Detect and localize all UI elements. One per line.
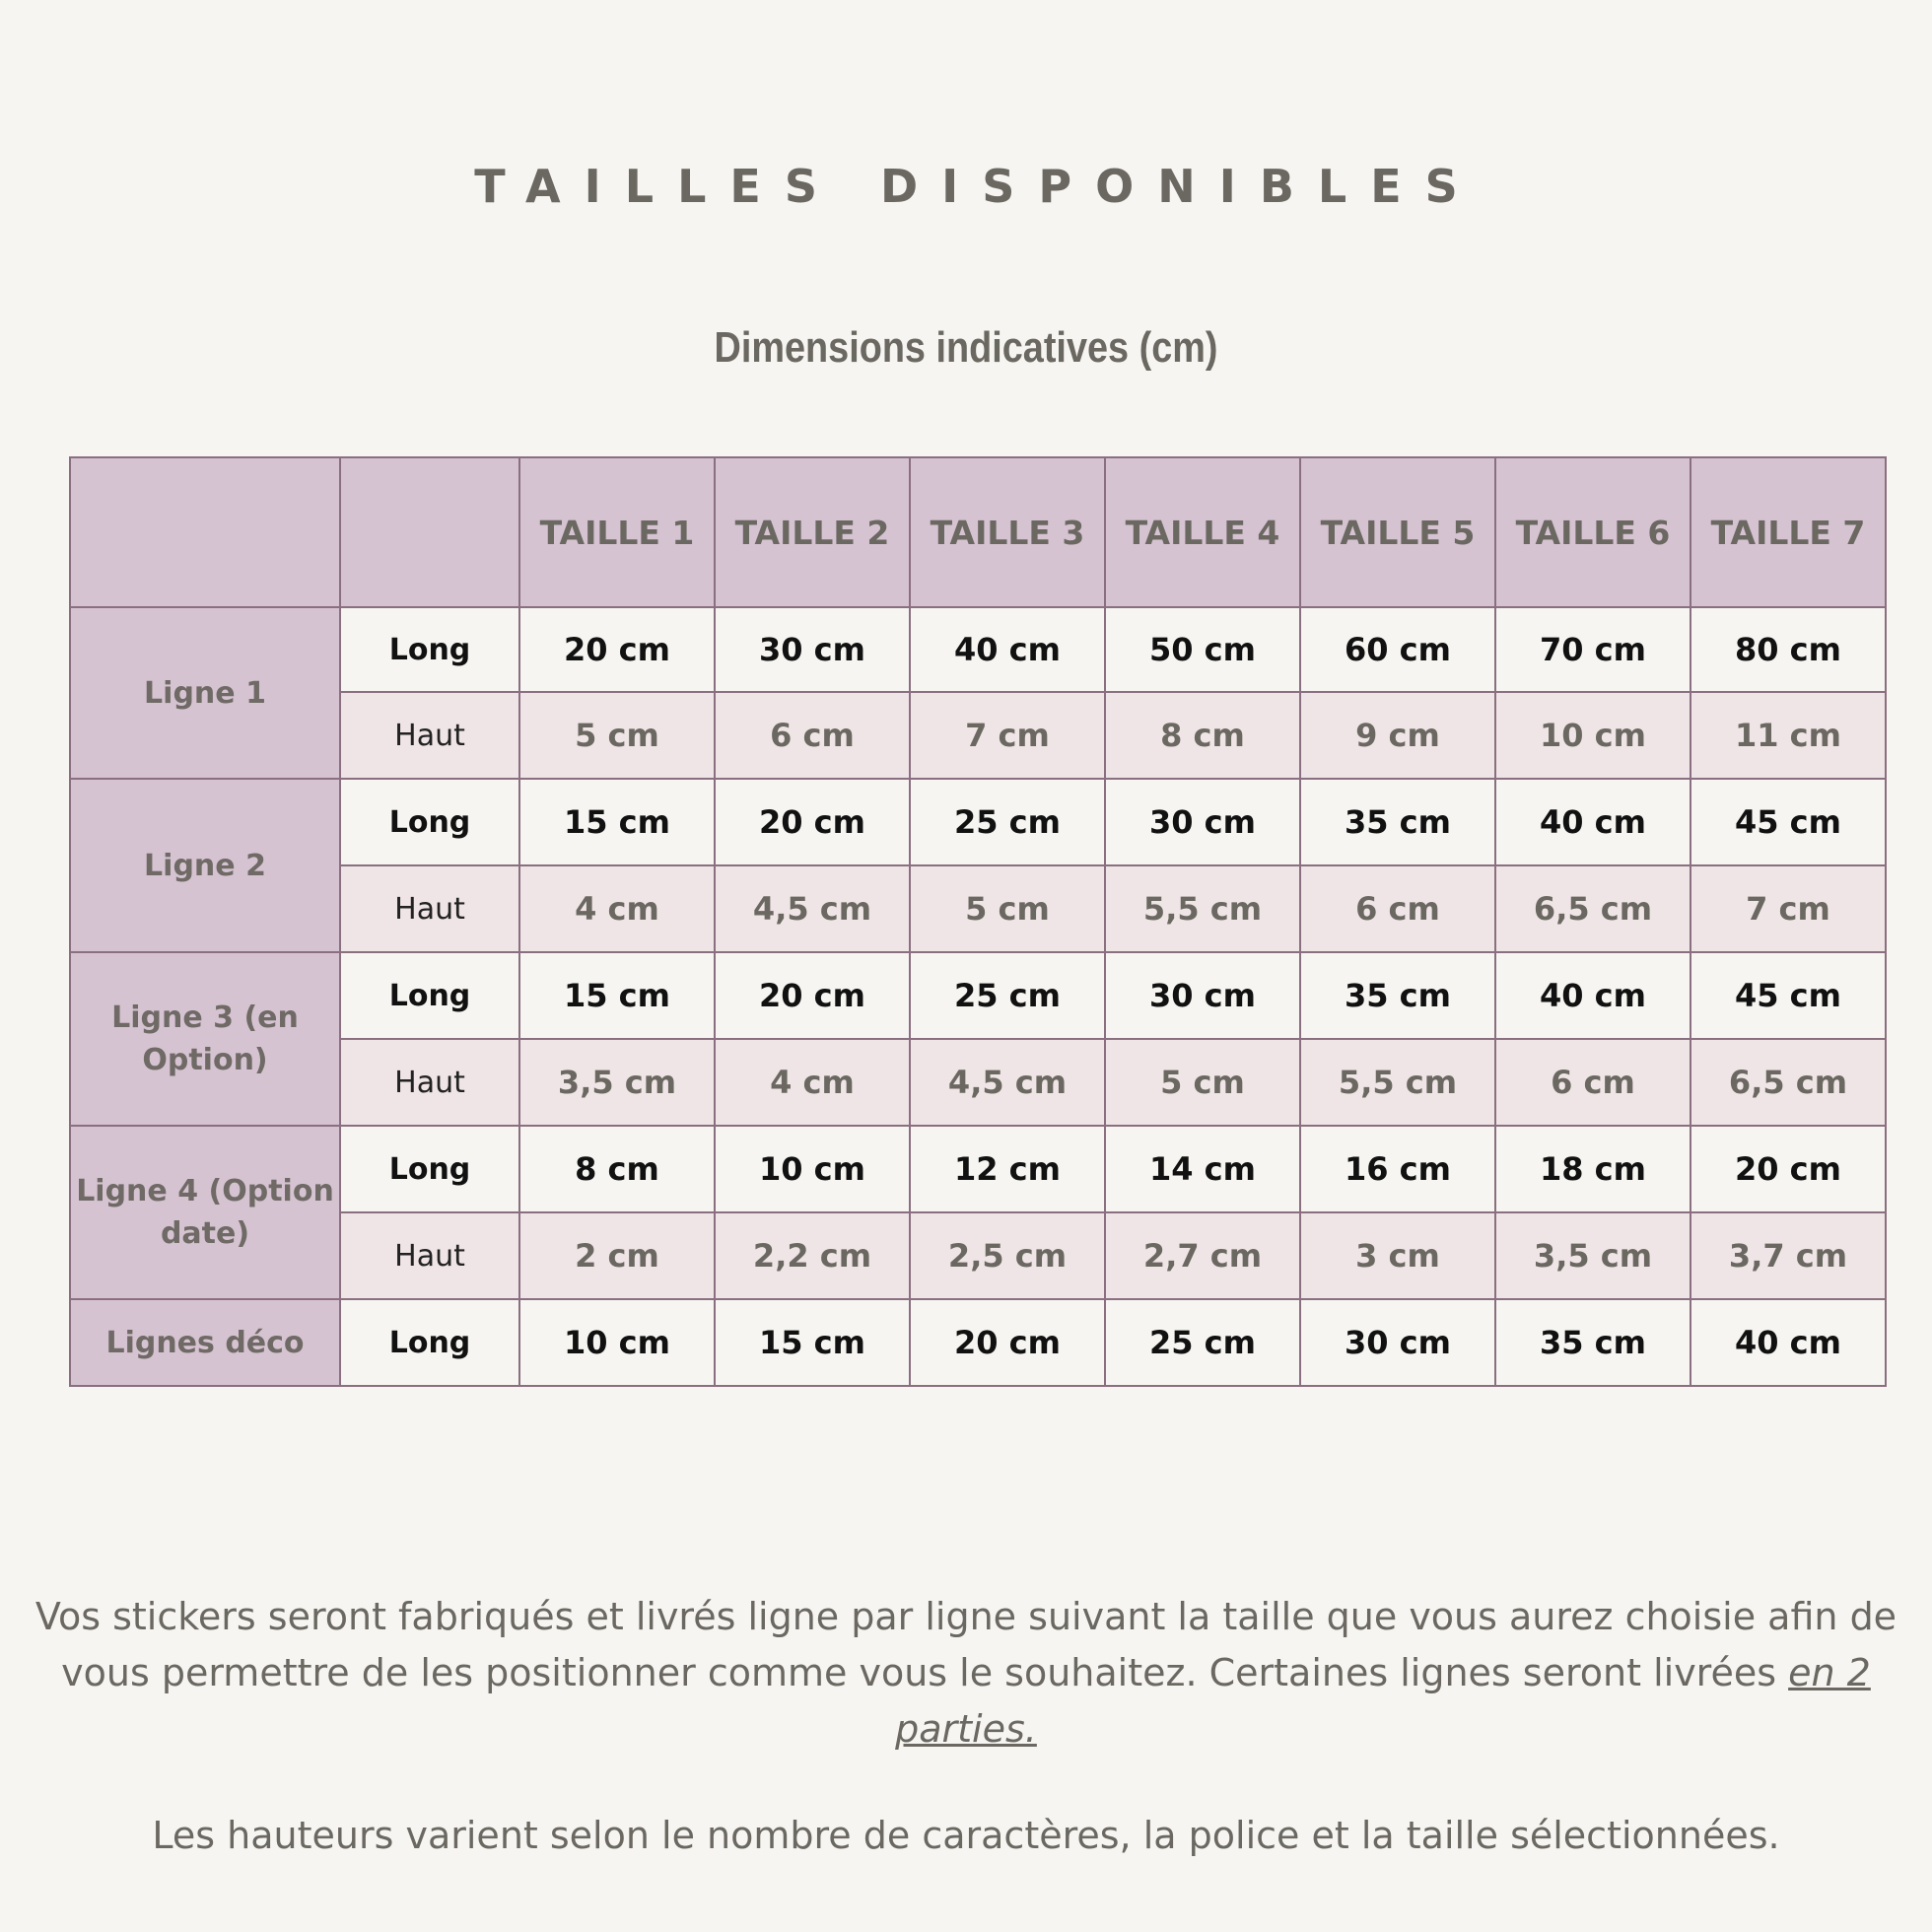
table-row xyxy=(70,1212,1886,1299)
size-value-cell: 2 cm xyxy=(519,1212,715,1299)
table-row xyxy=(70,1299,1886,1386)
header-taille-3: TAILLE 3 xyxy=(910,457,1105,607)
size-value-cell: 9 cm xyxy=(1300,692,1495,779)
size-value-cell: 18 cm xyxy=(1495,1126,1690,1212)
delivery-note-line-2-text: vous permettre de les positionner comme vous le souhaitez. Certaines lignes seront livrées xyxy=(61,1651,1789,1694)
size-value-cell: 40 cm xyxy=(910,607,1105,692)
size-value-cell: 40 cm xyxy=(1495,779,1690,865)
size-value-cell: 45 cm xyxy=(1690,952,1886,1039)
size-value-cell: 10 cm xyxy=(519,1299,715,1386)
header-empty-group xyxy=(70,457,340,607)
size-value-cell: 8 cm xyxy=(519,1126,715,1212)
delivery-note-line-1: Vos stickers seront fabriqués et livrés ligne par ligne suivant la taille que vous aurez choisie afin de xyxy=(34,1595,1898,1638)
size-value-cell: 3,5 cm xyxy=(519,1039,715,1126)
size-value-cell: 12 cm xyxy=(910,1126,1105,1212)
size-value-cell: 50 cm xyxy=(1105,607,1300,692)
row-group-label: Lignes déco xyxy=(70,1299,340,1386)
size-value-cell: 8 cm xyxy=(1105,692,1300,779)
delivery-note-emphasis-2: parties. xyxy=(895,1707,1037,1751)
metric-label: Long xyxy=(340,952,519,1039)
size-value-cell: 25 cm xyxy=(910,952,1105,1039)
size-value-cell: 16 cm xyxy=(1300,1126,1495,1212)
size-value-cell: 30 cm xyxy=(1300,1299,1495,1386)
size-value-cell: 4,5 cm xyxy=(910,1039,1105,1126)
header-taille-2: TAILLE 2 xyxy=(715,457,910,607)
metric-label: Haut xyxy=(340,1212,519,1299)
header-taille-7: TAILLE 7 xyxy=(1690,457,1886,607)
size-value-cell: 14 cm xyxy=(1105,1126,1300,1212)
size-value-cell: 7 cm xyxy=(1690,865,1886,952)
size-value-cell: 20 cm xyxy=(519,607,715,692)
size-value-cell: 6,5 cm xyxy=(1495,865,1690,952)
size-value-cell: 5,5 cm xyxy=(1300,1039,1495,1126)
size-value-cell: 40 cm xyxy=(1495,952,1690,1039)
metric-label: Long xyxy=(340,1299,519,1386)
size-value-cell: 35 cm xyxy=(1300,779,1495,865)
size-value-cell: 6 cm xyxy=(1300,865,1495,952)
size-value-cell: 20 cm xyxy=(910,1299,1105,1386)
size-value-cell: 30 cm xyxy=(715,607,910,692)
size-value-cell: 5 cm xyxy=(910,865,1105,952)
size-value-cell: 15 cm xyxy=(715,1299,910,1386)
delivery-note-emphasis-1: en 2 xyxy=(1788,1651,1871,1694)
size-value-cell: 6 cm xyxy=(715,692,910,779)
table-row xyxy=(70,1039,1886,1126)
size-value-cell: 6 cm xyxy=(1495,1039,1690,1126)
size-value-cell: 2,2 cm xyxy=(715,1212,910,1299)
size-value-cell: 30 cm xyxy=(1105,952,1300,1039)
page-title: TAILLES DISPONIBLES xyxy=(474,160,1482,213)
table-row xyxy=(70,607,1886,692)
size-value-cell: 25 cm xyxy=(1105,1299,1300,1386)
size-value-cell: 20 cm xyxy=(715,952,910,1039)
metric-label: Haut xyxy=(340,692,519,779)
metric-label: Long xyxy=(340,607,519,692)
header-taille-5: TAILLE 5 xyxy=(1300,457,1495,607)
size-table xyxy=(69,456,1887,1387)
size-value-cell: 15 cm xyxy=(519,779,715,865)
table-header-row xyxy=(70,457,1886,607)
size-value-cell: 11 cm xyxy=(1690,692,1886,779)
size-value-cell: 7 cm xyxy=(910,692,1105,779)
size-value-cell: 3,5 cm xyxy=(1495,1212,1690,1299)
table-row xyxy=(70,865,1886,952)
header-taille-4: TAILLE 4 xyxy=(1105,457,1300,607)
size-value-cell: 3,7 cm xyxy=(1690,1212,1886,1299)
size-value-cell: 10 cm xyxy=(1495,692,1690,779)
size-value-cell: 10 cm xyxy=(715,1126,910,1212)
size-value-cell: 45 cm xyxy=(1690,779,1886,865)
size-value-cell: 6,5 cm xyxy=(1690,1039,1886,1126)
row-group-label: Ligne 3 (en Option) xyxy=(70,952,340,1126)
height-note: Les hauteurs varient selon le nombre de caractères, la police et la taille sélectionnées. xyxy=(152,1814,1780,1857)
size-value-cell: 15 cm xyxy=(519,952,715,1039)
size-value-cell: 30 cm xyxy=(1105,779,1300,865)
size-value-cell: 5,5 cm xyxy=(1105,865,1300,952)
header-empty-metric xyxy=(340,457,519,607)
size-value-cell: 2,7 cm xyxy=(1105,1212,1300,1299)
metric-label: Long xyxy=(340,779,519,865)
size-value-cell: 4,5 cm xyxy=(715,865,910,952)
row-group-label: Ligne 4 (Option date) xyxy=(70,1126,340,1299)
size-value-cell: 20 cm xyxy=(715,779,910,865)
size-value-cell: 40 cm xyxy=(1690,1299,1886,1386)
size-value-cell: 4 cm xyxy=(519,865,715,952)
size-value-cell: 35 cm xyxy=(1495,1299,1690,1386)
size-value-cell: 3 cm xyxy=(1300,1212,1495,1299)
metric-label: Haut xyxy=(340,1039,519,1126)
header-taille-6: TAILLE 6 xyxy=(1495,457,1690,607)
metric-label: Long xyxy=(340,1126,519,1212)
table-row xyxy=(70,692,1886,779)
size-value-cell: 4 cm xyxy=(715,1039,910,1126)
delivery-note-line-3 xyxy=(0,1701,1932,1758)
size-value-cell: 2,5 cm xyxy=(910,1212,1105,1299)
header-taille-1: TAILLE 1 xyxy=(519,457,715,607)
size-value-cell: 25 cm xyxy=(910,779,1105,865)
delivery-note xyxy=(0,1589,1932,1758)
size-value-cell: 5 cm xyxy=(1105,1039,1300,1126)
size-value-cell: 80 cm xyxy=(1690,607,1886,692)
size-value-cell: 60 cm xyxy=(1300,607,1495,692)
row-group-label: Ligne 2 xyxy=(70,779,340,952)
table-row xyxy=(70,952,1886,1039)
table-row xyxy=(70,779,1886,865)
row-group-label: Ligne 1 xyxy=(70,607,340,779)
size-value-cell: 5 cm xyxy=(519,692,715,779)
size-value-cell: 70 cm xyxy=(1495,607,1690,692)
delivery-note-line-2 xyxy=(0,1645,1932,1701)
size-value-cell: 35 cm xyxy=(1300,952,1495,1039)
size-value-cell: 20 cm xyxy=(1690,1126,1886,1212)
page-subtitle: Dimensions indicatives (cm) xyxy=(714,323,1218,372)
metric-label: Haut xyxy=(340,865,519,952)
table-row xyxy=(70,1126,1886,1212)
